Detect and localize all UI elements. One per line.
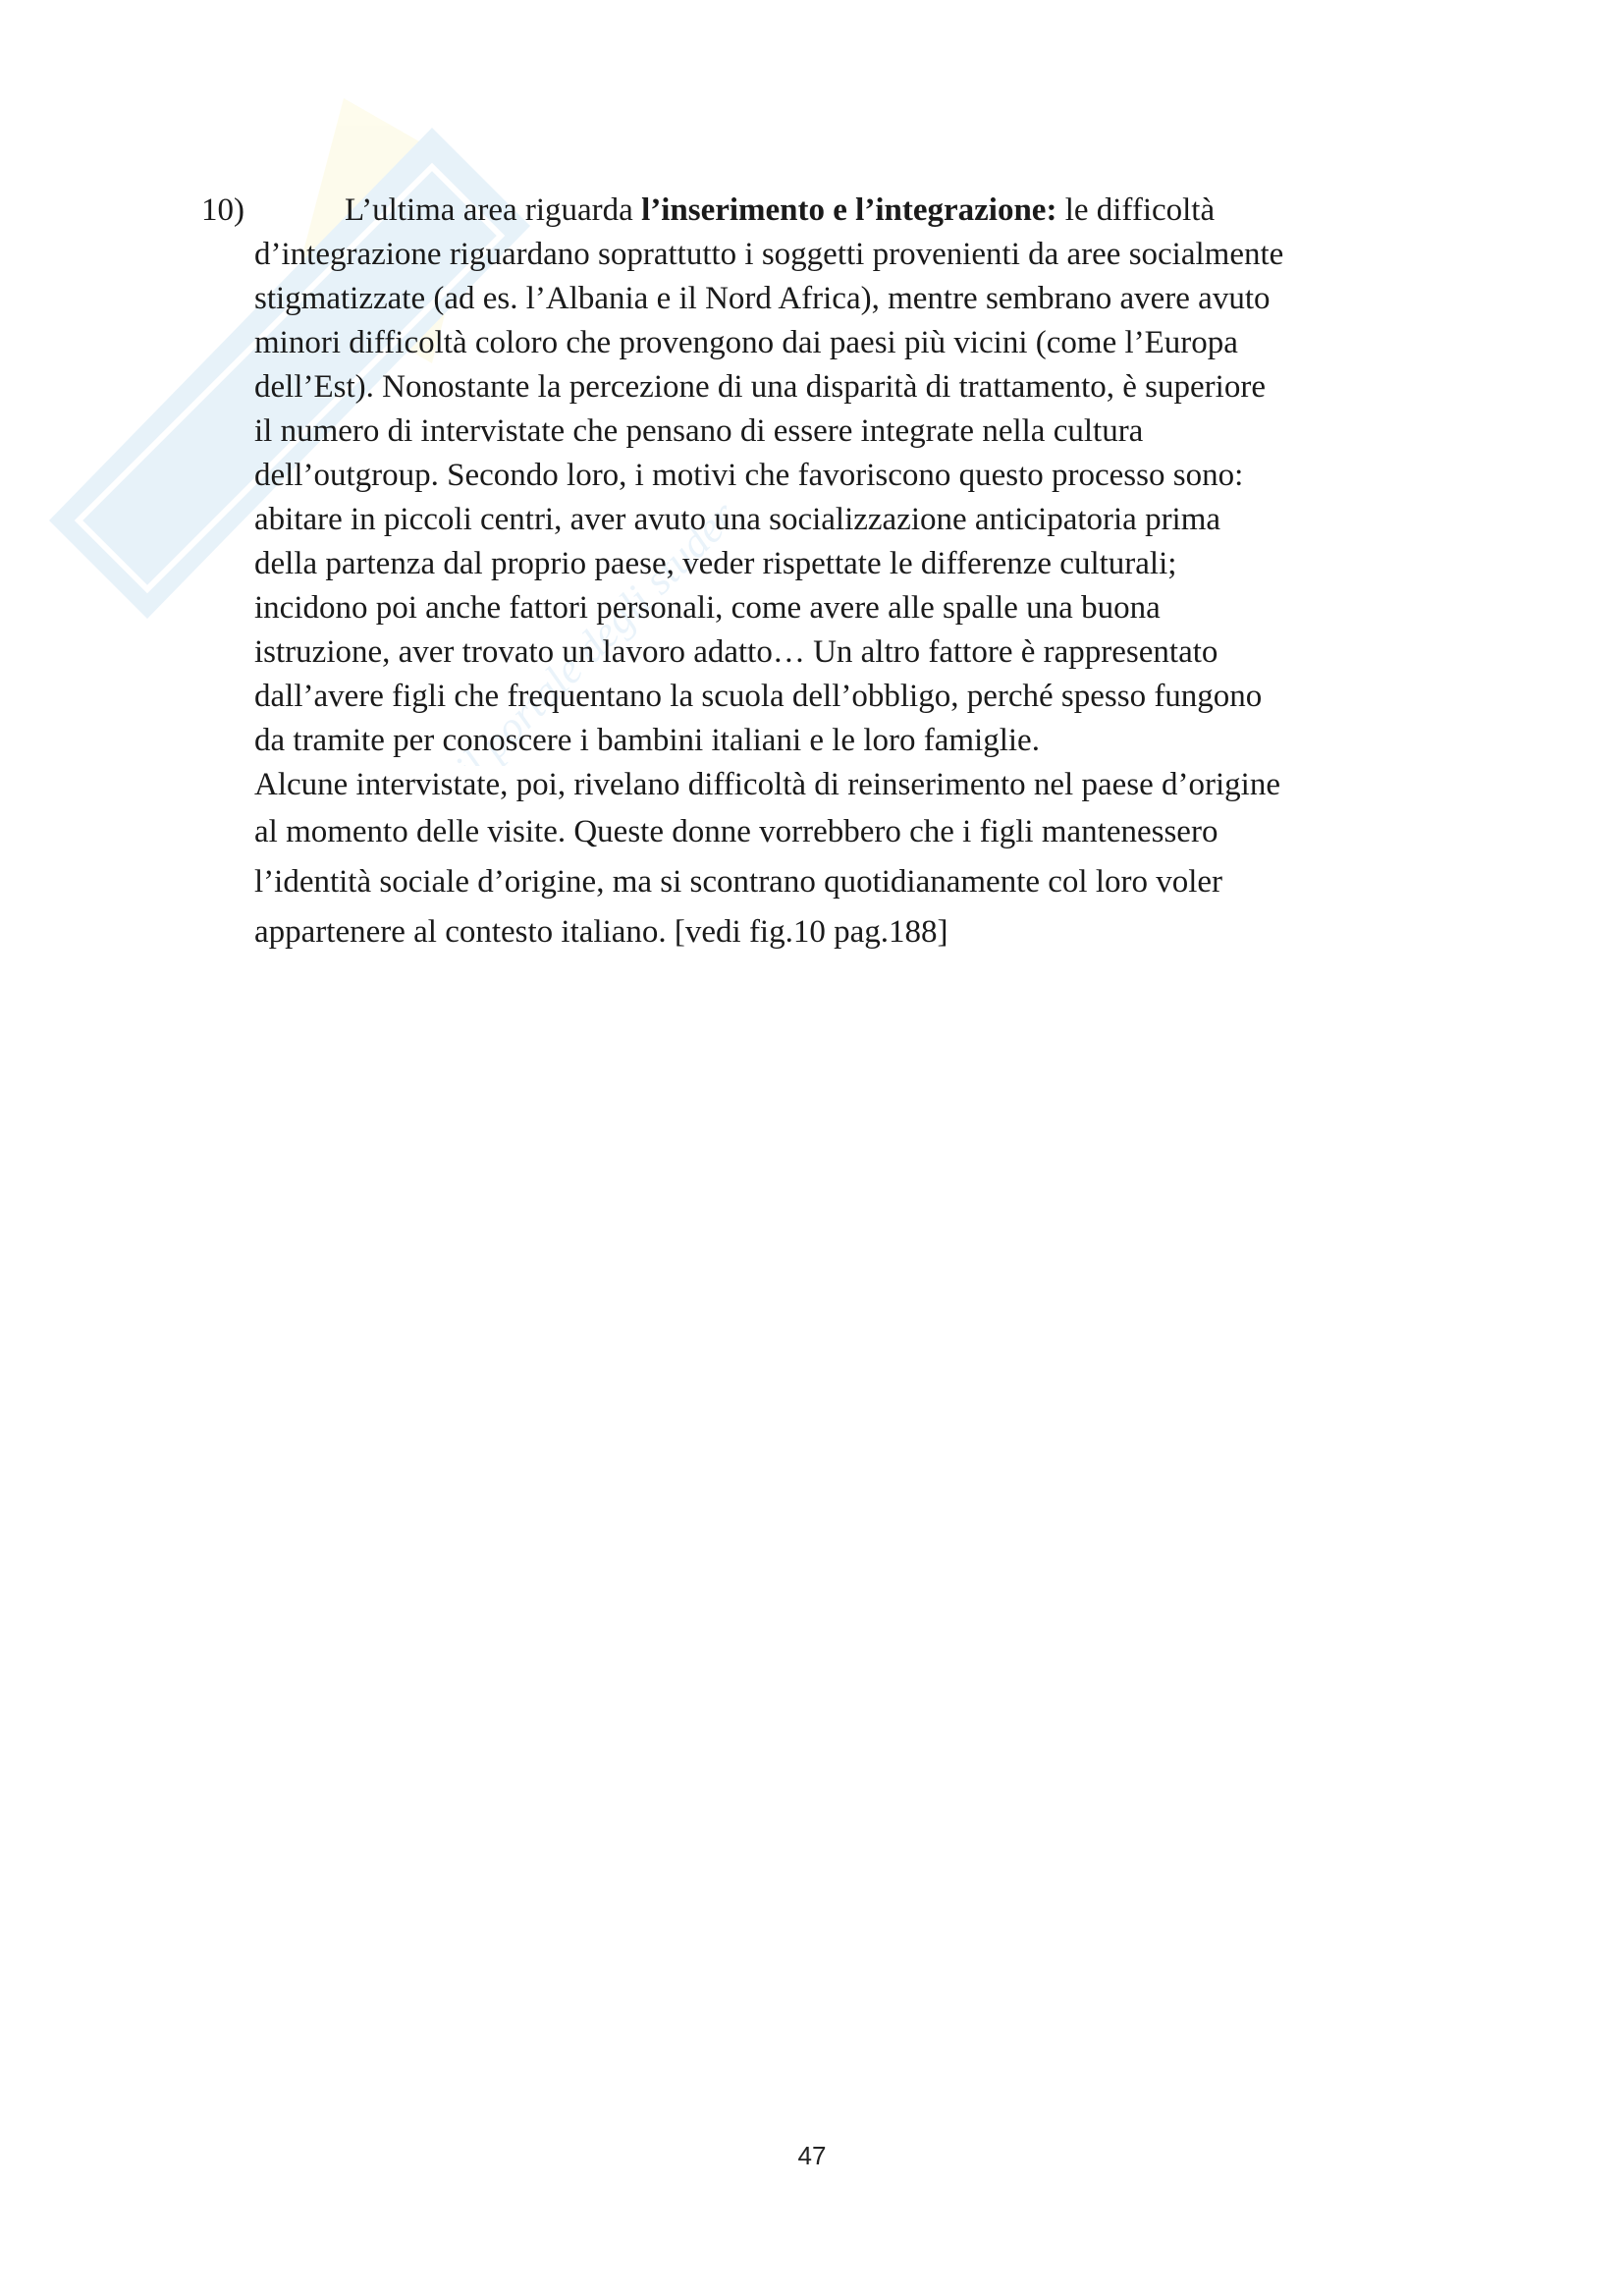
paragraph-line: abitare in piccoli centri, aver avuto una socializzazione anticipatoria prima <box>254 502 1221 537</box>
list-item-text <box>254 189 1478 957</box>
paragraph-line: al momento delle visite. Queste donne vorrebbero che i figli mantenessero <box>254 814 1218 849</box>
watermark-tagline: portale degli studenti <box>469 472 727 766</box>
list-item-10 <box>201 189 1478 957</box>
paragraph-line: d’integrazione riguardano soprattutto i soggetti provenienti da aree socialmente <box>254 237 1284 272</box>
paragraph-line: dell’outgroup. Secondo loro, i motivi che favoriscono questo processo sono: <box>254 458 1244 493</box>
paragraph-line: dell’Est). Nonostante la percezione di una disparità di trattamento, è superiore <box>254 369 1266 405</box>
bold-phrase: l’inserimento e l’integrazione: <box>641 192 1057 228</box>
paragraph-line: da tramite per conoscere i bambini italiani e le loro famiglie. <box>254 723 1040 758</box>
paragraph-line: stigmatizzate (ad es. l’Albania e il Nord Africa), mentre sembrano avere avuto <box>254 281 1271 316</box>
paragraph-line: il numero di intervistate che pensano di essere integrate nella cultura <box>254 413 1144 449</box>
intro-text: L’ultima area riguarda <box>345 192 642 228</box>
paragraph-line: incidono poi anche fattori personali, come avere alle spalle una buona <box>254 590 1161 626</box>
document-body <box>201 189 1478 957</box>
paragraph-line: istruzione, aver trovato un lavoro adatto… Un altro fattore è rappresentato <box>254 634 1218 670</box>
page-number: 47 <box>797 2141 827 2170</box>
watermark-text: Skuola.net <box>224 240 727 766</box>
paragraph-first-line <box>254 189 1478 233</box>
paragraph-line: della partenza dal proprio paese, veder rispettate le differenze culturali; <box>254 546 1177 581</box>
paragraph-line: Alcune intervistate, poi, rivelano difficoltà di reinserimento nel paese d’origine <box>254 767 1280 802</box>
paragraph-line: dall’avere figli che frequentano la scuola dell’obbligo, perché spesso fungono <box>254 679 1263 714</box>
list-item-number: 10) <box>201 192 244 228</box>
paragraph-line: appartenere al contesto italiano. [vedi fig.10 pag.188] <box>254 914 948 950</box>
intro-text-continued: le difficoltà <box>1056 192 1216 228</box>
paragraph-line: l’identità sociale d’origine, ma si scontrano quotidianamente col loro voler <box>254 864 1223 900</box>
paragraph-line: minori difficoltà coloro che provengono dai paesi più vicini (come l’Europa <box>254 325 1238 360</box>
